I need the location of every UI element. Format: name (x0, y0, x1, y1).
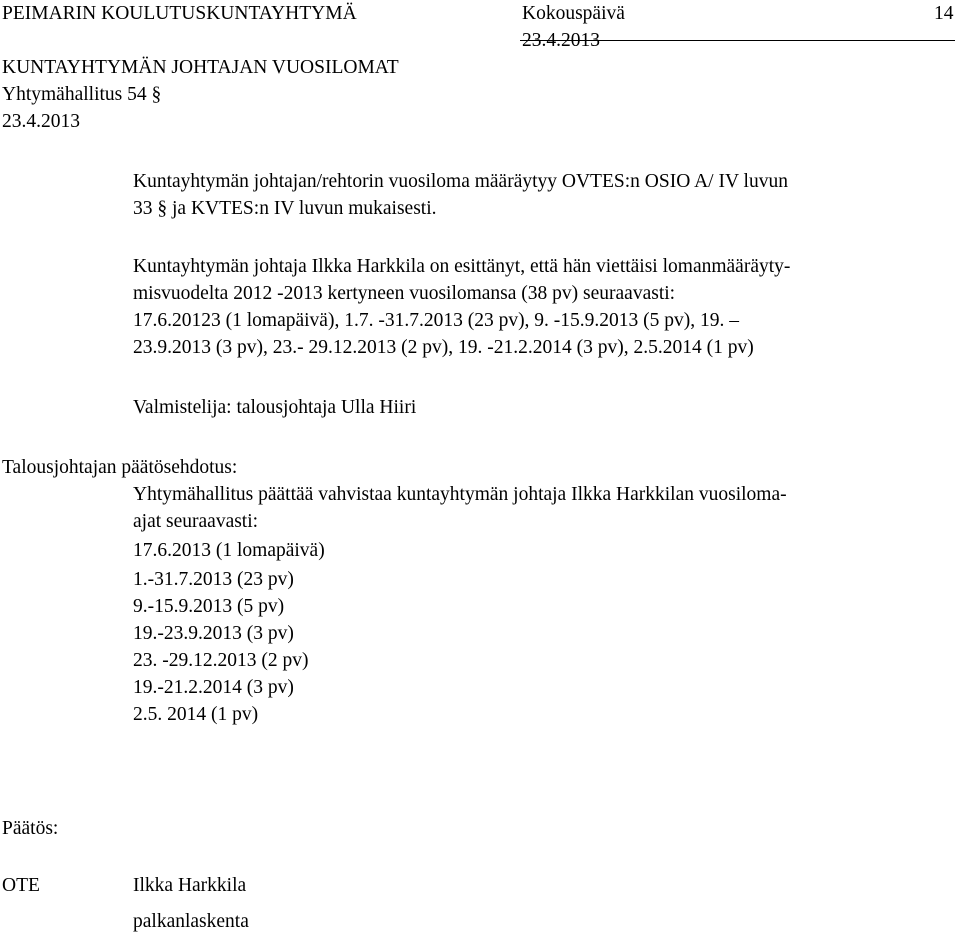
decision-heading: Päätös: (2, 818, 59, 839)
vacation-date-item: 23. -29.12.2013 (2 pv) (133, 650, 309, 671)
vacation-date-item: 1.-31.7.2013 (23 pv) (133, 569, 294, 590)
vacation-date-item: 2.5. 2014 (1 pv) (133, 704, 259, 725)
page-number: 14 (934, 3, 954, 24)
organization-name: PEIMARIN KOULUTUSKUNTAYHTYMÄ (2, 3, 357, 24)
vacation-date-item: 17.6.2013 (1 lomapäivä) (133, 540, 325, 561)
recipient-item: Ilkka Harkkila (133, 875, 247, 896)
board-reference: Yhtymähallitus 54 § (2, 84, 162, 105)
proposal-text-line-2: ajat seuraavasti: (133, 511, 259, 532)
recipient-item: palkanlaskenta (133, 911, 249, 932)
paragraph-1-line-1: Kuntayhtymän johtajan/rehtorin vuosiloma määräytyy OVTES:n OSIO A/ IV luvun (133, 171, 788, 192)
preparer-line: Valmistelija: talousjohtaja Ulla Hiiri (133, 397, 417, 418)
paragraph-2-line-4: 23.9.2013 (3 pv), 23.- 29.12.2013 (2 pv), 19. -21.2.2014 (3 pv), 2.5.2014 (1 pv) (133, 337, 754, 358)
proposal-heading: Talousjohtajan päätösehdotus: (2, 457, 238, 478)
vacation-date-item: 19.-23.9.2013 (3 pv) (133, 623, 294, 644)
paragraph-1-line-2: 33 § ja KVTES:n IV luvun mukaisesti. (133, 198, 437, 219)
paragraph-2-line-2: misvuodelta 2012 -2013 kertyneen vuosilomansa (38 pv) seuraavasti: (133, 283, 676, 304)
board-date: 23.4.2013 (2, 111, 80, 132)
meeting-day-label: Kokouspäivä (522, 3, 625, 24)
ote-label: OTE (2, 875, 40, 896)
paragraph-2-line-3: 17.6.20123 (1 lomapäivä), 1.7. -31.7.2013 (23 pv), 9. -15.9.2013 (5 pv), 19. – (133, 310, 740, 331)
vacation-date-item: 9.-15.9.2013 (5 pv) (133, 596, 285, 617)
meeting-date: 23.4.2013 (522, 30, 600, 51)
paragraph-2-line-1: Kuntayhtymän johtaja Ilkka Harkkila on esittänyt, että hän viettäisi lomanmääräyty- (133, 256, 791, 277)
proposal-text-line-1: Yhtymähallitus päättää vahvistaa kuntayhtymän johtaja Ilkka Harkkilan vuosiloma- (133, 484, 787, 505)
vacation-date-item: 19.-21.2.2014 (3 pv) (133, 677, 294, 698)
header-rule (520, 40, 955, 41)
item-title: KUNTAYHTYMÄN JOHTAJAN VUOSILOMAT (2, 57, 399, 78)
